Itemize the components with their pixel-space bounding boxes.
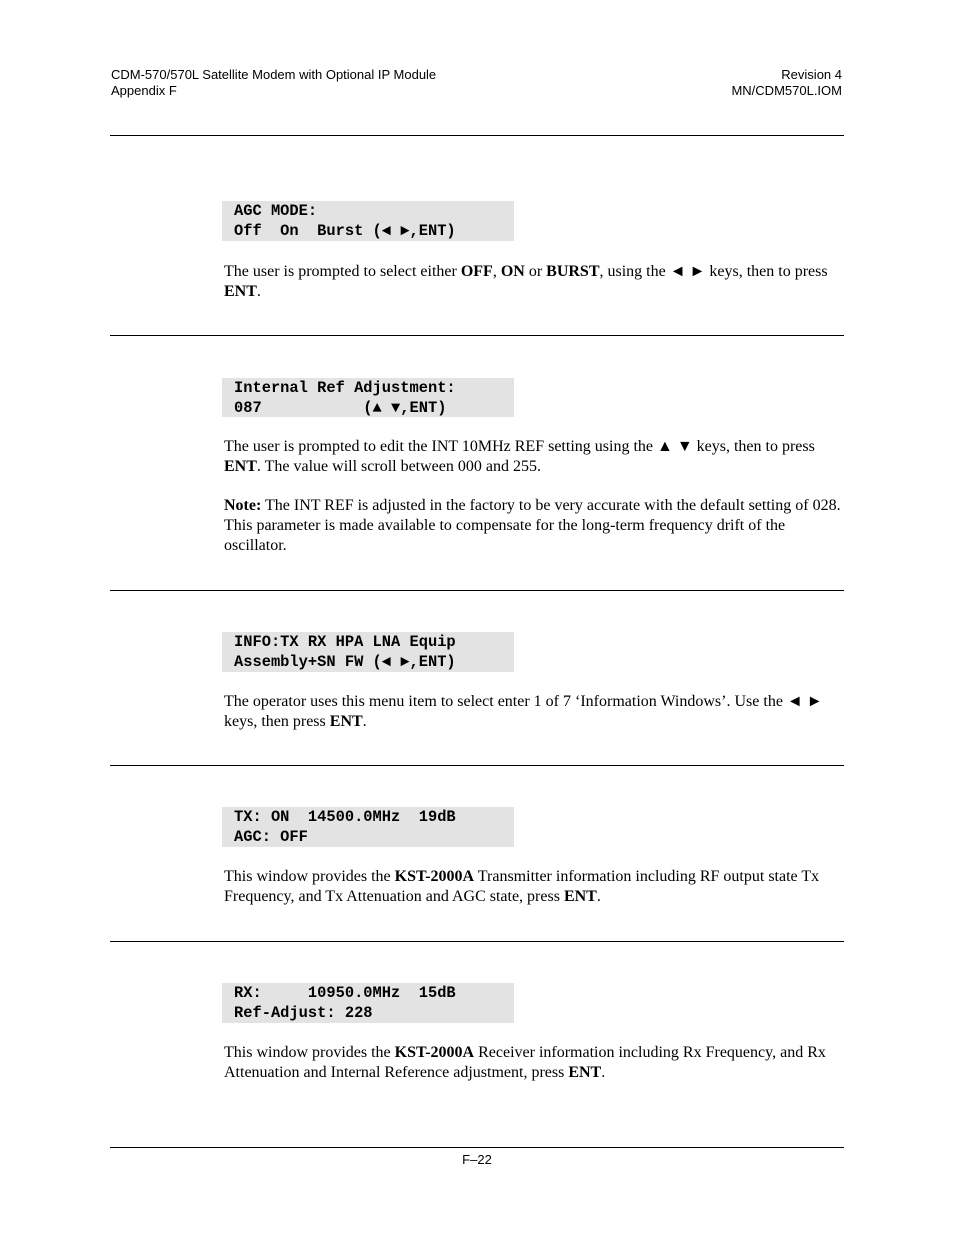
lcd-line: Internal Ref Adjustment:: [234, 379, 456, 397]
lcd-line: Assembly+SN FW (◄ ►,ENT): [234, 653, 456, 671]
divider: [110, 335, 844, 336]
ref-note: Note: The INT REF is adjusted in the factory to be very accurate with the default setting of 028. This parameter is made available to compensate for the long-term frequency drift of the oscillator.: [224, 497, 841, 554]
lcd-line: INFO:TX RX HPA LNA Equip: [234, 633, 456, 651]
info-description: The operator uses this menu item to select enter 1 of 7 ‘Information Windows’. Use the ◄ ► keys, then press ENT.: [224, 693, 823, 730]
lcd-display-info: [222, 632, 514, 672]
lcd-line: RX: 10950.0MHz 15dB: [234, 984, 456, 1002]
lcd-line: AGC MODE:: [234, 202, 318, 220]
tx-description: This window provides the KST-2000A Transmitter information including RF output state Tx Frequency, and Tx Attenuation and AGC state, press ENT.: [224, 868, 820, 905]
lcd-line: TX: ON 14500.0MHz 19dB: [234, 808, 456, 826]
lcd-line: AGC: OFF: [234, 828, 308, 846]
lcd-line: Off On Burst (◄ ►,ENT): [234, 222, 456, 240]
lcd-display-rx: [222, 983, 514, 1023]
divider: [110, 1147, 844, 1148]
divider: [110, 135, 844, 136]
divider: [110, 590, 844, 591]
document-id: MN/CDM570L.IOM: [731, 83, 842, 98]
divider: [110, 765, 844, 766]
lcd-display-agc-mode: [222, 201, 514, 241]
agc-description: The user is prompted to select either OFF, ON or BURST, using the ◄ ► keys, then to press ENT.: [224, 263, 828, 300]
document-title: CDM-570/570L Satellite Modem with Optional IP Module: [111, 67, 437, 82]
page-number: F–22: [462, 1152, 492, 1167]
lcd-line: Ref-Adjust: 228: [234, 1004, 373, 1022]
lcd-display-tx: [222, 807, 514, 847]
header-left: [111, 67, 436, 99]
revision-label: Revision 4: [781, 67, 842, 82]
ref-description: The user is prompted to edit the INT 10MHz REF setting using the ▲ ▼ keys, then to press ENT. The value will scroll between 000 and 255.: [224, 438, 815, 475]
lcd-line: 087 (▲ ▼,ENT): [234, 399, 447, 417]
lcd-display-internal-ref: [222, 378, 514, 417]
appendix-label: Appendix F: [111, 83, 177, 98]
divider: [110, 941, 844, 942]
rx-description: This window provides the KST-2000A Receiver information including Rx Frequency, and Rx Attenuation and Internal Reference adjustment, press ENT.: [224, 1044, 826, 1081]
header-right: [731, 67, 842, 99]
